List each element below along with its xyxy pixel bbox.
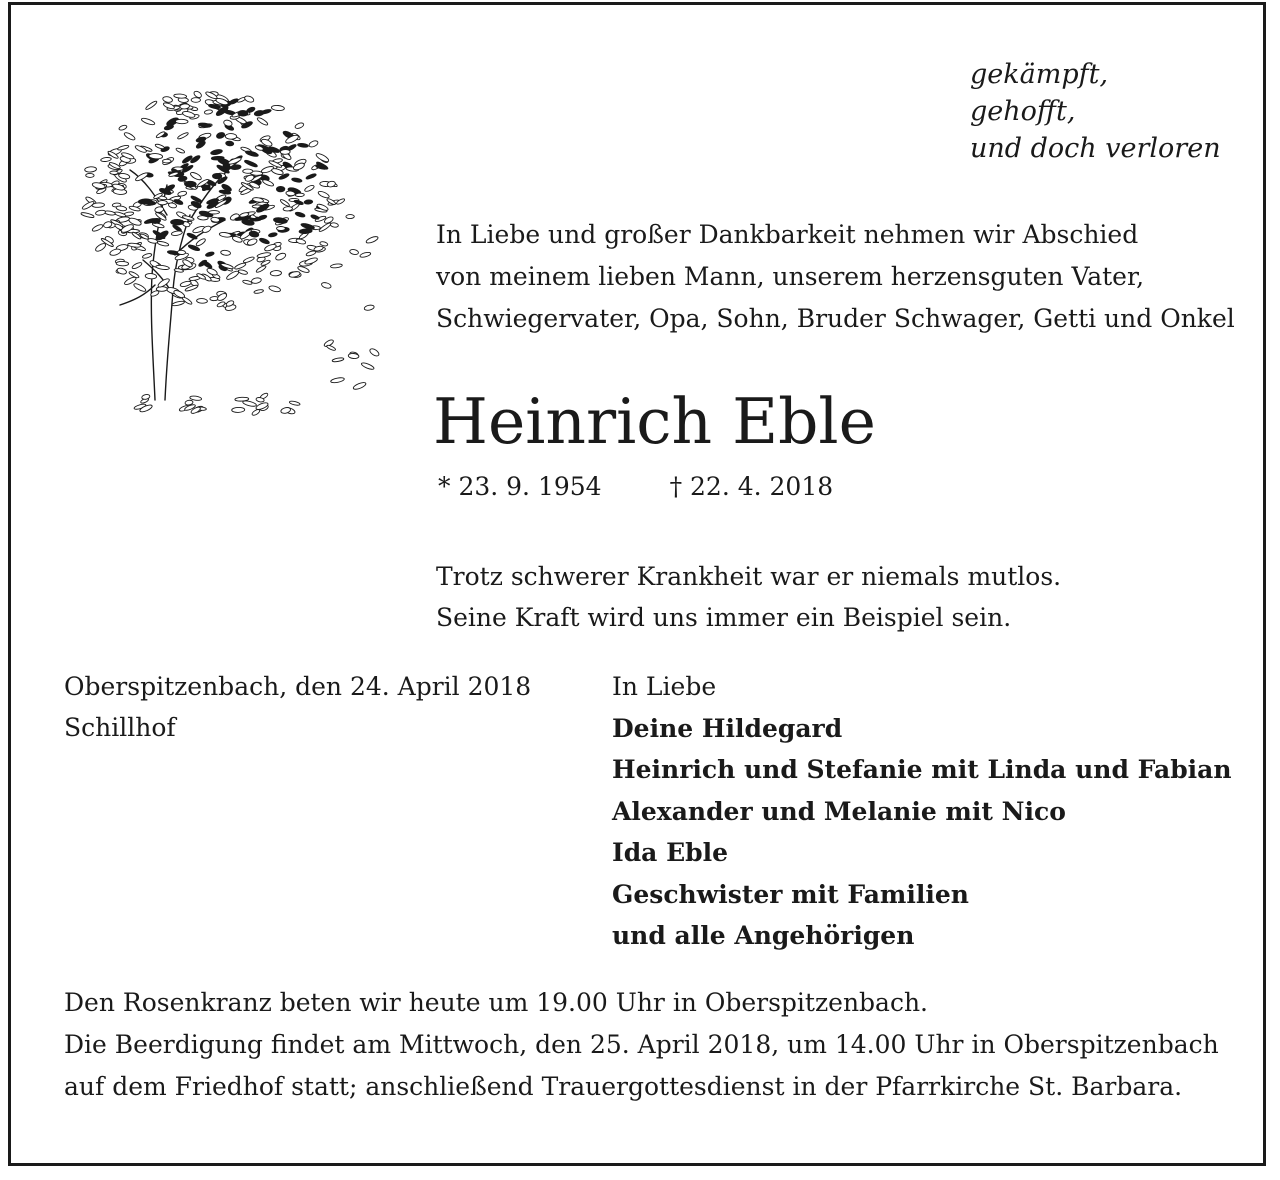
mourner: Deine Hildegard [612, 713, 843, 743]
intro-line: von meinem lieben Mann, unserem herzensguten Vater, [436, 262, 1145, 291]
mourner: Ida Eble [612, 838, 729, 867]
mourner: Alexander und Melanie mit Nico [612, 796, 1066, 826]
birth-date: * 23. 9. 1954 [438, 472, 602, 501]
notes-line: auf dem Friedhof statt; anschließend Trauergottesdienst in der Pfarrkirche St. Barbara. [64, 1072, 1183, 1101]
mourner: Heinrich und Stefanie mit Linda und Fabian [612, 755, 1232, 784]
quote-line: Seine Kraft wird uns immer ein Beispiel sein. [436, 603, 1012, 632]
intro-line: Schwiegervater, Opa, Sohn, Bruder Schwager, Getti und Onkel [436, 304, 1235, 333]
motto-line: gekämpft, [970, 59, 1109, 90]
motto-line: gehofft, [970, 96, 1076, 127]
place-and-date [64, 666, 531, 748]
intro-line: In Liebe und großer Dankbarkeit nehmen wir Abschied [436, 220, 1139, 249]
motto [970, 56, 1221, 167]
deceased-name: Heinrich Eble [433, 385, 876, 458]
place-location-line: Schillhof [64, 713, 176, 742]
mourner: und alle Angehörigen [612, 921, 915, 950]
place-date-line: Oberspitzenbach, den 24. April 2018 [64, 672, 532, 701]
life-dates [438, 468, 833, 506]
service-notes [64, 982, 1219, 1108]
mourner: Geschwister mit Familien [612, 879, 969, 909]
mourners-list [612, 666, 1232, 957]
memorial-quote [436, 556, 1061, 638]
notes-line: Den Rosenkranz beten wir heute um 19.00 Uhr in Oberspitzenbach. [64, 988, 929, 1017]
windswept-tree-icon [55, 55, 385, 420]
notes-line: Die Beerdigung findet am Mittwoch, den 25. April 2018, um 14.00 Uhr in Oberspitzenbach [64, 1030, 1219, 1059]
mourners-intro: In Liebe [612, 672, 717, 701]
death-date: † 22. 4. 2018 [669, 472, 834, 501]
motto-line: und doch verloren [970, 133, 1221, 164]
intro-text [436, 214, 1235, 340]
quote-line: Trotz schwerer Krankheit war er niemals mutlos. [436, 562, 1062, 591]
